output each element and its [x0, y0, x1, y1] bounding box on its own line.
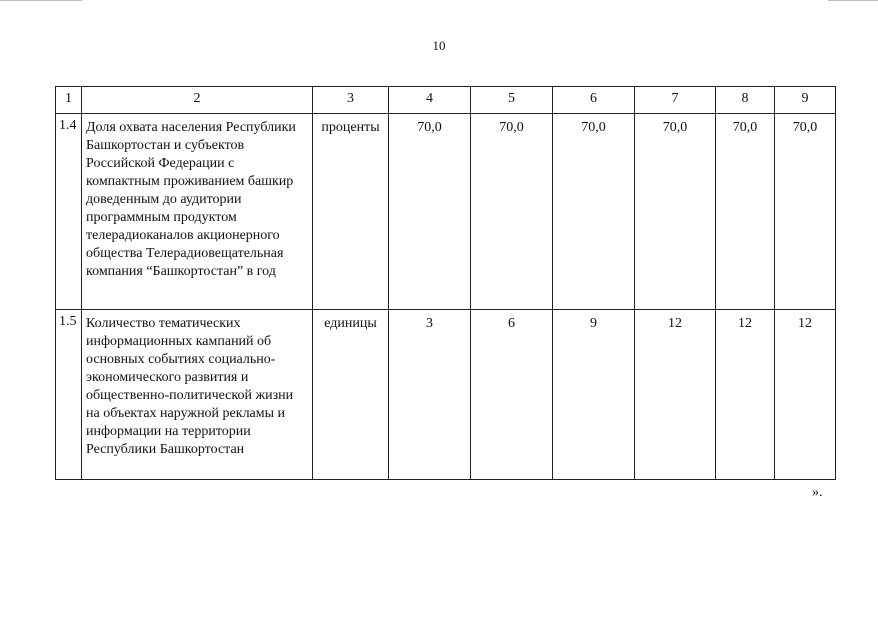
header-cell: 8 — [716, 87, 775, 114]
value-cell: 12 — [635, 310, 716, 480]
header-cell: 5 — [471, 87, 553, 114]
indicator-description: Количество тематических информационных кампаний об основных событиях социально-экономического развития и общественно-политической жизни на объектах наружной рекламы и информации на территории Республики Башкортостан — [82, 310, 313, 480]
unit-cell: проценты — [313, 114, 389, 310]
header-cell: 6 — [553, 87, 635, 114]
scan-edge-right — [828, 0, 878, 1]
value-cell: 70,0 — [716, 114, 775, 310]
table-row — [56, 114, 836, 310]
value-cell: 70,0 — [635, 114, 716, 310]
value-cell: 70,0 — [553, 114, 635, 310]
indicator-description: Доля охвата населения Республики Башкортостан и субъектов Российской Федерации с компактным проживанием башкир доведенным до аудитории программным продуктом телерадиоканалов акционерного общества Телерадиовещательная компания “Башкортостан” в год — [82, 114, 313, 310]
scan-edge-left — [0, 0, 82, 1]
header-cell: 9 — [775, 87, 836, 114]
value-cell: 12 — [716, 310, 775, 480]
page-number: 10 — [432, 38, 446, 53]
header-cell: 7 — [635, 87, 716, 114]
header-cell: 4 — [389, 87, 471, 114]
header-cell: 2 — [82, 87, 313, 114]
value-cell: 3 — [389, 310, 471, 480]
value-cell: 70,0 — [775, 114, 836, 310]
row-number: 1.4 — [56, 114, 82, 310]
value-cell: 6 — [471, 310, 553, 480]
closing-quote: ». — [812, 485, 823, 500]
value-cell: 70,0 — [471, 114, 553, 310]
header-cell: 1 — [56, 87, 82, 114]
header-cell: 3 — [313, 87, 389, 114]
row-number: 1.5 — [56, 310, 82, 480]
indicator-table — [55, 86, 836, 480]
unit-cell: единицы — [313, 310, 389, 480]
table-row — [56, 310, 836, 480]
value-cell: 9 — [553, 310, 635, 480]
table-header-row — [56, 87, 836, 114]
value-cell: 70,0 — [389, 114, 471, 310]
value-cell: 12 — [775, 310, 836, 480]
